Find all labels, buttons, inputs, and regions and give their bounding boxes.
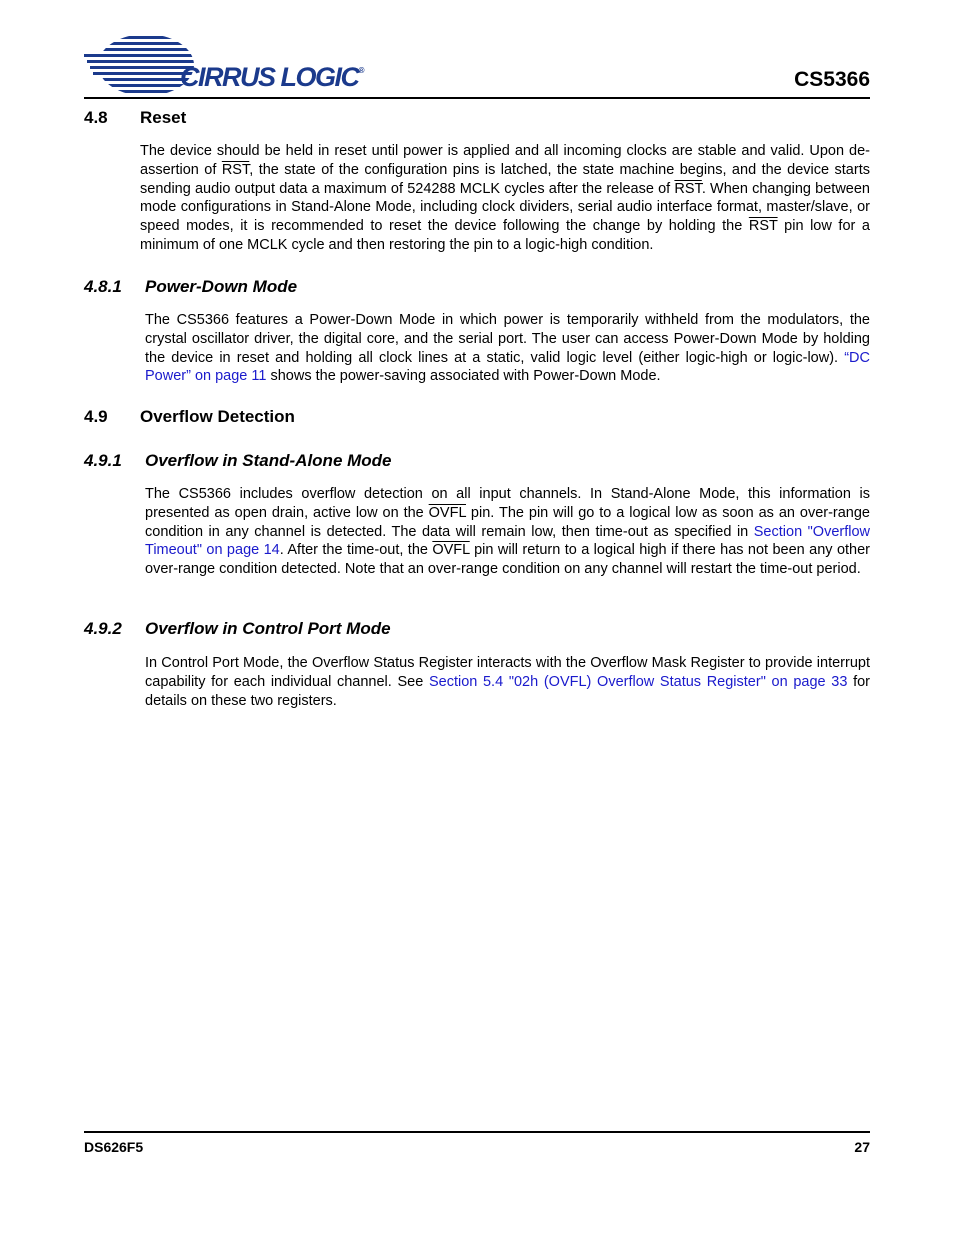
power-down-paragraph [145,311,870,386]
rst-signal: $\overline{RST}$ [221,161,250,178]
overflow-timeout-link[interactable]: Section "Overflow Timeout" on page 14 [145,523,871,559]
document-id: DS626F5 [84,1139,144,1155]
section-heading-reset [84,108,186,128]
text-run: The CS5366 includes overflow detection on all input channels. In Stand-Alone Mode, this information is presented as open drain, active low on the [145,486,870,521]
text-run: , the state of the configuration pins is latched, the state machine begins, and the device starts sending audio output data a maximum of 524288 MCLK cycles after the release of [140,161,870,197]
rst-signal: $\overline{RST}$ [748,218,778,235]
section-number: 4.8 [84,108,108,127]
section-title: Overflow in Stand-Alone Mode [145,451,392,470]
ovfl-signal: OVFL [428,504,466,521]
overflow-status-register-link[interactable]: Section 5.4 "02h (OVFL) Overflow Status Register" on page 33 [428,673,848,690]
ovfl-signal: OVFL [432,542,470,559]
text-run: pin will return to a logical high if there has not been any other over-range condition detected. Note that an over-range condition on any channel will restart the time-out period. [145,542,870,578]
text-run: The CS5366 features a Power-Down Mode in which power is temporarily withheld from the modulators, the crystal oscillator driver, the digital core, and the serial port. The user can access Power-Down Mode by holding the device in reset and holding all clock lines at a static, valid logic level (either logic-high or logic-low). [145,312,870,366]
section-heading-overflow-control [84,619,391,639]
section-heading-overflow [84,407,295,427]
dc-power-link[interactable]: “DC Power” on page 11 [145,349,870,385]
text-run: pin. The pin will go to a logical low as soon as an over-range condition in any channel is detected. The data will remain low, then time-out as specified in [145,504,870,540]
section-heading-power-down [84,277,297,297]
section-number: 4.9.2 [84,619,122,638]
section-number: 4.8.1 [84,277,122,296]
overflow-standalone-paragraph [145,485,870,579]
section-title: Overflow Detection [140,407,295,426]
reset-paragraph [140,142,870,255]
rst-signal: $\overline{RST}$ [674,180,702,197]
section-heading-overflow-standalone [84,451,392,471]
section-title: Overflow in Control Port Mode [145,619,391,638]
registered-mark: ® [358,66,365,75]
text-run: . After the time-out, the [279,542,433,559]
text-run: for details on these two registers. [145,673,870,709]
text-run: In Control Port Mode, the Overflow Status Register interacts with the Overflow Mask Register to provide interrupt capability for each individual channel. See [145,655,870,690]
header-rule [84,97,870,99]
text-run: . When changing between mode configurations in Stand-Alone Mode, including clock dividers, serial audio interface format, master/slave, or speed modes, it is recommended to reset the device following the change by holding the [140,180,871,235]
text-run: The device should be held in reset until power is applied and all incoming clocks are stable and valid. Upon de-assertion of [140,143,870,178]
text-run: pin low for a minimum of one MCLK cycle and then restoring the pin to a logic-high condition. [140,218,870,253]
page-number: 27 [854,1139,870,1155]
overflow-control-paragraph [145,654,870,710]
section-number: 4.9.1 [84,451,122,470]
logo-wordmark: CIRRUS LOGIC [180,62,359,92]
section-title: Power-Down Mode [145,277,298,296]
section-title: Reset [140,108,187,127]
footer-rule [84,1131,870,1133]
cirrus-logic-logo [84,32,365,98]
part-number: CS5366 [794,68,870,91]
section-number: 4.9 [84,407,108,426]
text-run: shows the power-saving associated with Power-Down Mode. [266,368,661,385]
logo-globe-icon [84,32,194,98]
